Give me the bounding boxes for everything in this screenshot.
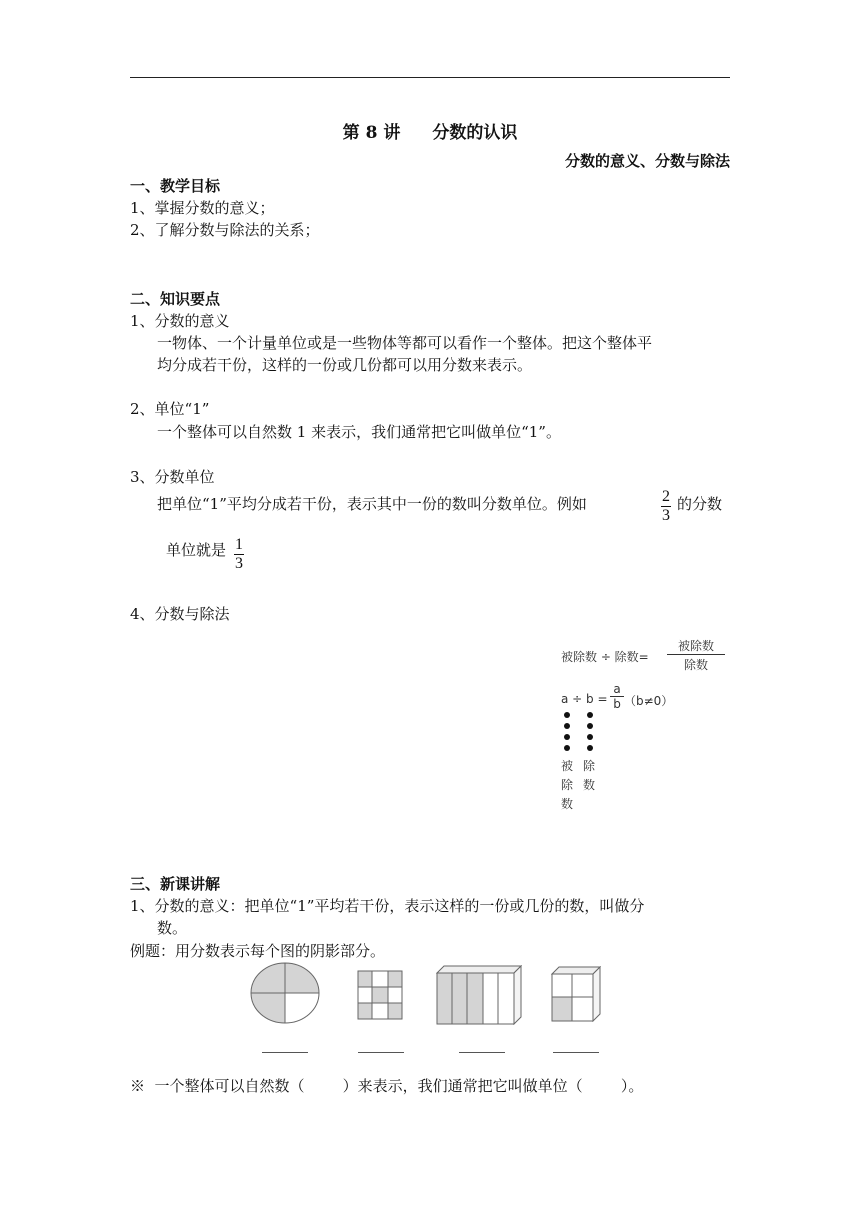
answer-blank[interactable] [262,1052,308,1053]
section3-p1-line1: 1、分数的意义：把单位“1”平均若干份，表示这样的一份或几份的数，叫做分 [130,897,645,915]
answer-blank[interactable] [553,1052,599,1053]
header-rule [130,77,730,78]
pointer-dot [587,723,593,729]
example-prompt: 例题：用分数表示每个图的阴影部分。 [130,942,386,960]
pointer-dot [564,745,570,751]
page-title [0,118,860,143]
eq2-denominator: b [613,697,621,711]
section3-heading: 三、新课讲解 [130,875,221,893]
goal-item-1: 1、掌握分数的意义； [130,199,275,217]
shaded-quarter [285,963,319,993]
fraction-numerator: 1 [235,536,243,553]
fraction-denominator: 3 [662,507,670,524]
circle-quarters-figure [250,962,320,1024]
pointer-dot [587,734,593,740]
goal-item-2: 2、了解分数与除法的关系； [130,221,320,239]
label-divisor-char: 除 [583,759,596,773]
lecture-topic: 分数的认识 [432,123,518,143]
eq2-left: a ÷ b = [561,692,608,706]
point3-title: 3、分数单位 [130,468,215,486]
lecture-number: 第 8 讲 [342,123,401,143]
unshaded-quarter [285,993,319,1023]
pointer-dot [587,745,593,751]
shaded-quarter [251,963,285,993]
point3-line1-tail: 的分数 [677,495,723,513]
section1-heading: 一、教学目标 [130,177,221,195]
answer-blank[interactable] [358,1052,404,1053]
pointer-dot [587,712,593,718]
eq1-left: 被除数 ÷ 除数= [561,650,649,664]
point4-title: 4、分数与除法 [130,605,230,623]
eq2-condition: （b≠0） [624,694,674,708]
pointer-dot [564,734,570,740]
eq1-numerator: 被除数 [667,637,725,655]
point3-line1: 把单位“1”平均分成若干份，表示其中一份的数叫分数单位。例如 [157,495,587,513]
page-subtitle: 分数的意义、分数与除法 [564,152,730,170]
pointer-dot [564,723,570,729]
answer-blank[interactable] [459,1052,505,1053]
eq2-numerator: a [610,683,624,697]
fraction-denominator: 3 [235,555,243,572]
fraction-one-third [234,536,244,573]
point1-title: 1、分数的意义 [130,312,230,330]
point2-title: 2、单位“1” [130,400,210,418]
point1-line1: 一物体、一个计量单位或是一些物体等都可以看作一个整体。把这个整体平 [157,334,653,352]
point3-line2: 单位就是 [166,541,227,559]
grid-squares-figure [357,970,403,1020]
pointer-dot [564,712,570,718]
fraction-two-thirds [661,488,671,525]
shaded-quarter [251,993,285,1023]
block-strips-figure [436,965,522,1025]
eq1-denominator: 除数 [683,658,708,672]
section3-p1-line2: 数。 [157,919,188,937]
fill-in-note: ※ 一个整体可以自然数（ ）来表示，我们通常把它叫做单位（ ）。 [130,1077,644,1095]
point1-line2: 均分成若干份，这样的一份或几份都可以用分数来表示。 [157,356,533,374]
fraction-numerator: 2 [662,488,670,505]
label-dividend-char: 除 [561,778,574,792]
label-divisor-char: 数 [583,778,596,792]
section2-heading: 二、知识要点 [130,290,221,308]
point2-line1: 一个整体可以自然数 1 来表示，我们通常把它叫做单位“1”。 [157,423,561,441]
cube-stack-figure [551,966,601,1022]
label-dividend-char: 数 [561,797,574,811]
label-dividend-char: 被 [561,759,574,773]
